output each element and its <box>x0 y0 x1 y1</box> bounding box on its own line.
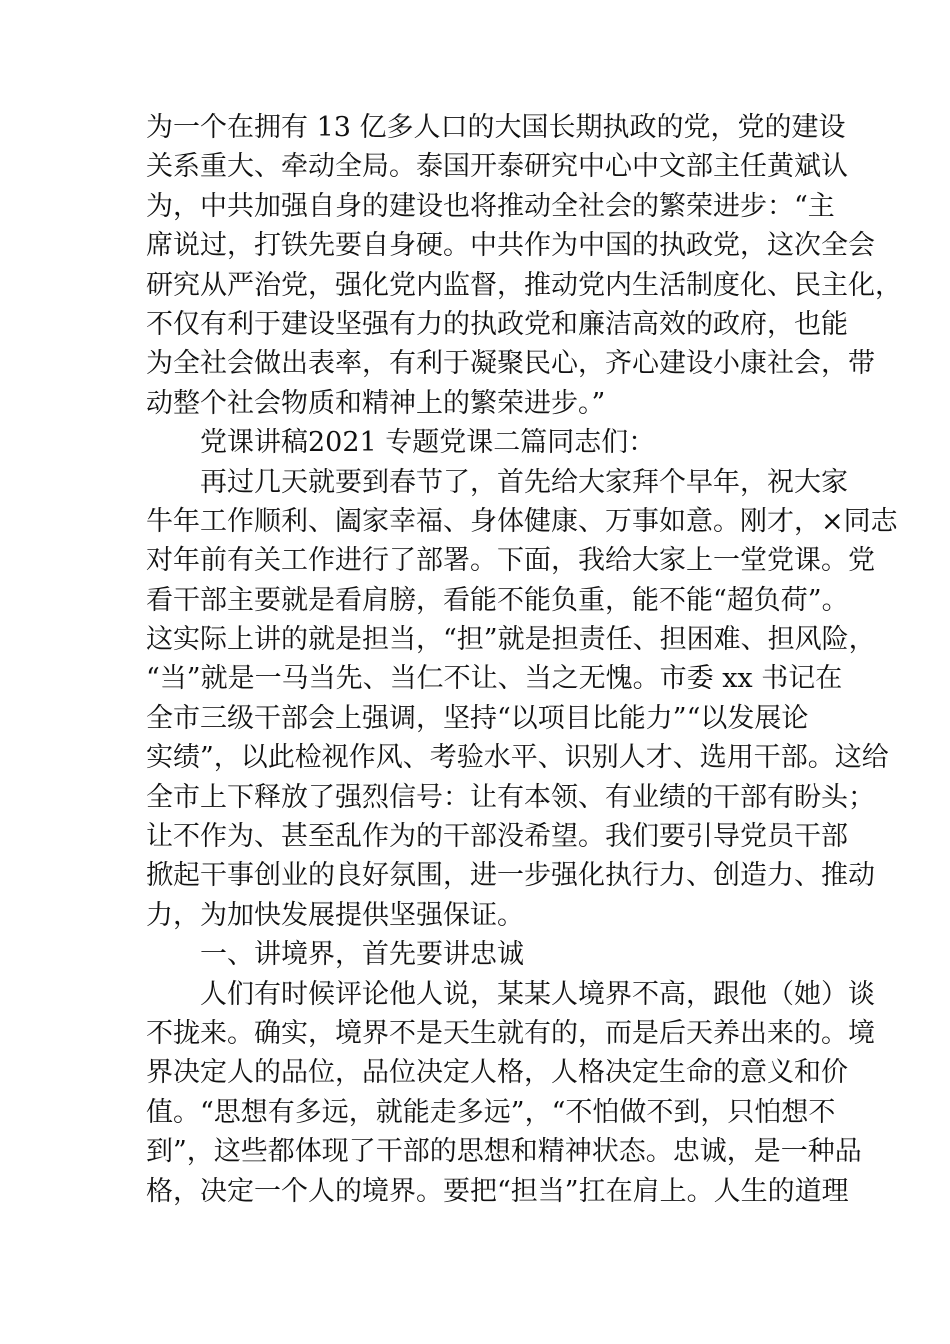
paragraph <box>146 975 875 1211</box>
text-line: 人们有时候评论他人说，某某人境界不高，跟他（她）谈 <box>200 978 875 1010</box>
text-line: 席说过，打铁先要自身硬。中共作为中国的执政党，这次全会 <box>146 230 875 262</box>
paragraph-heading <box>146 423 826 462</box>
text-line: 一、讲境界，首先要讲忠诚 <box>200 939 524 971</box>
text-line: 为一个在拥有 13 亿多人口的大国长期执政的党，党的建设 <box>146 112 846 143</box>
text-line: 不拢来。确实，境界不是天生就有的，而是后天养出来的。境 <box>146 1017 875 1049</box>
text-line: 全市上下释放了强烈信号：让有本领、有业绩的干部有盼头； <box>146 781 875 813</box>
paragraph <box>146 108 902 423</box>
text-line: 动整个社会物质和精神上的繁荣进步。” <box>146 387 606 419</box>
text-line: 对年前有关工作进行了部署。下面，我给大家上一堂党课。党 <box>146 545 875 577</box>
text-line: 这实际上讲的就是担当，“担”就是担责任、担困难、担风险， <box>146 624 876 656</box>
text-line: 让不作为、甚至乱作为的干部没希望。我们要引导党员干部 <box>146 821 848 853</box>
text-line: 到”，这些都体现了干部的思想和精神状态。忠诚，是一种品 <box>146 1136 862 1168</box>
text-line: 关系重大、牵动全局。泰国开泰研究中心中文部主任黄斌认 <box>146 151 848 183</box>
text-line: 界决定人的品位，品位决定人格，人格决定生命的意义和价 <box>146 1057 848 1089</box>
section-heading <box>146 935 826 974</box>
text-line: 牛年工作顺利、阖家幸福、身体健康、万事如意。刚才，×同志 <box>146 505 898 537</box>
text-line: 实绩”，以此检视作风、考验水平、识别人才、选用干部。这给 <box>146 742 889 774</box>
text-line: 不仅有利于建设坚强有力的执政党和廉洁高效的政府，也能 <box>146 308 848 340</box>
paragraph <box>146 463 898 936</box>
document-body <box>146 108 902 1211</box>
text-line: 再过几天就要到春节了，首先给大家拜个早年，祝大家 <box>200 466 848 498</box>
text-line: 力，为加快发展提供坚强保证。 <box>146 899 524 931</box>
text-line: 为，中共加强自身的建设也将推动全社会的繁荣进步：“主 <box>146 190 835 222</box>
text-line: “当”就是一马当先、当仁不让、当之无愧。市委 xx 书记在 <box>146 663 843 695</box>
text-line: 全市三级干部会上强调，坚持“以项目比能力”“以发展论 <box>146 702 809 734</box>
text-line: 值。“思想有多远，就能走多远”，“不怕做不到，只怕想不 <box>146 1096 836 1128</box>
text-line: 掀起干事创业的良好氛围，进一步强化执行力、创造力、推动 <box>146 860 875 892</box>
text-line: 看干部主要就是看肩膀，看能不能负重，能不能“超负荷”。 <box>146 584 849 616</box>
text-line: 党课讲稿2021 专题党课二篇同志们： <box>200 427 656 459</box>
text-line: 为全社会做出表率，有利于凝聚民心，齐心建设小康社会，带 <box>146 348 875 380</box>
text-line: 研究从严治党，强化党内监督，推动党内生活制度化、民主化， <box>146 269 902 301</box>
text-line: 格，决定一个人的境界。要把“担当”扛在肩上。人生的道理 <box>146 1175 849 1207</box>
